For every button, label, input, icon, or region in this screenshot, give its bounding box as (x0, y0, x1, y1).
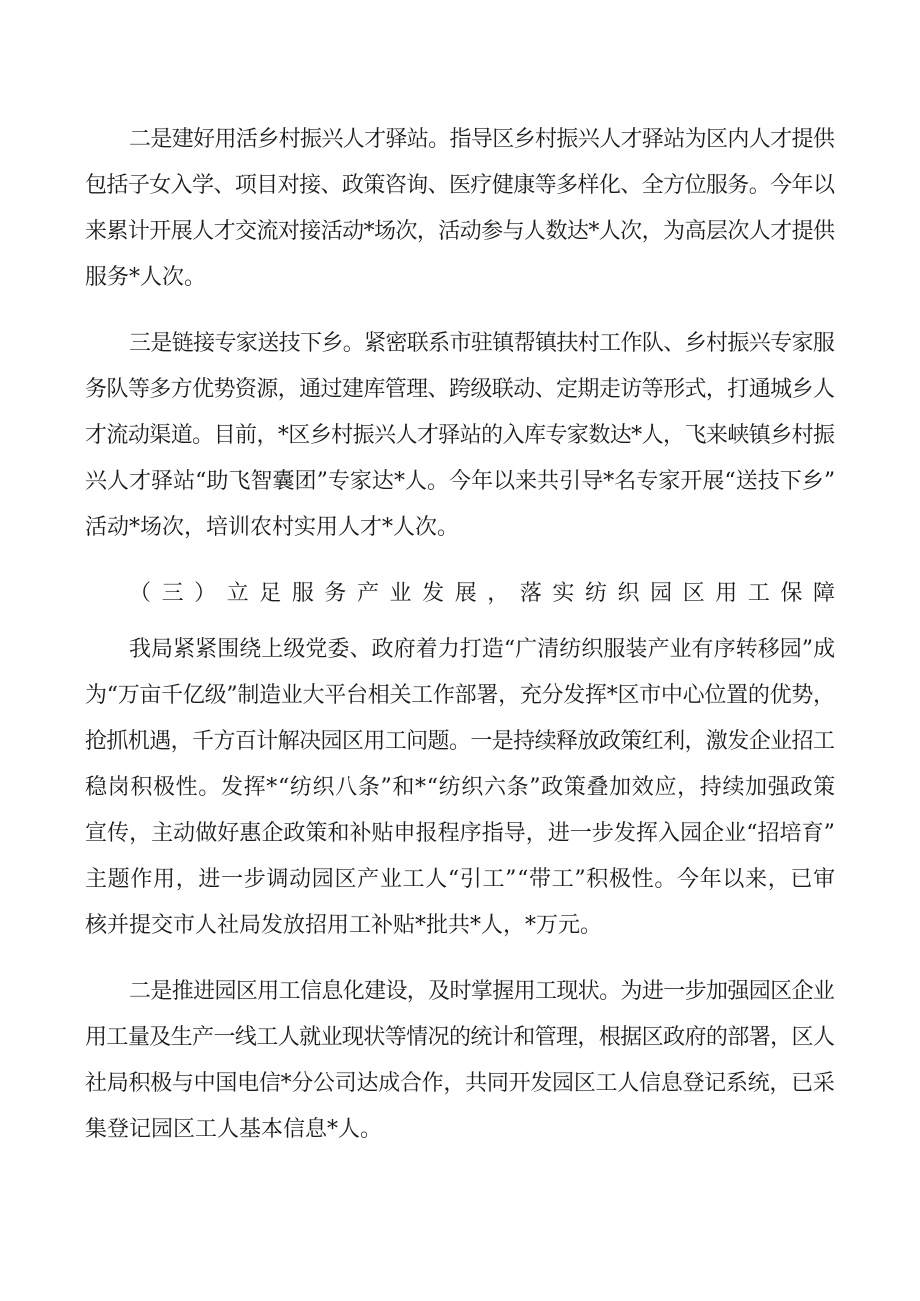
text-line: 三是链接专家送技下乡。紧密联系市驻镇帮镇扶村工作队、乡村振兴专家服 (129, 331, 835, 356)
text-line: 我局紧紧围绕上级党委、政府着力打造“广清纺织服装产业有序转移园”成 (129, 637, 836, 662)
text-line: 主题作用，进一步调动园区产业工人“引工”“带工”积极性。今年以来，已审 (85, 867, 836, 892)
paragraph-1-line-4 (0, 258, 920, 298)
paragraph-2-line-1 (0, 324, 920, 364)
paragraph-5-line-1 (0, 972, 920, 1012)
paragraph-5-line-2 (0, 1018, 920, 1058)
text-line: 用工量及生产一线工人就业现状等情况的统计和管理，根据区政府的部署，区人 (85, 1025, 835, 1050)
paragraph-2-line-2 (0, 370, 920, 410)
text-line: 包括子女入学、项目对接、政策咨询、医疗健康等多样化、全方位服务。今年以 (85, 173, 835, 198)
paragraph-4-line-2 (0, 676, 920, 716)
text-line: 才流动渠道。目前，*区乡村振兴人才驿站的入库专家数达*人，飞来峡镇乡村振 (85, 423, 835, 448)
paragraph-4-line-5 (0, 814, 920, 854)
paragraph-5-line-4 (0, 1110, 920, 1150)
paragraph-1-line-2 (0, 166, 920, 206)
text-line: 抢抓机遇，千方百计解决园区用工问题。一是持续释放政策红利，激发企业招工 (85, 729, 835, 754)
paragraph-5-line-3 (0, 1064, 920, 1104)
text-line: 二是建好用活乡村振兴人才驿站。指导区乡村振兴人才驿站为区内人才提供 (129, 127, 835, 152)
paragraph-2-line-5 (0, 508, 920, 548)
paragraph-4-line-7 (0, 906, 920, 946)
text-line: 服务*人次。 (85, 265, 207, 290)
text-line: 核并提交市人社局发放招用工补贴*批共*人，*万元。 (85, 913, 603, 938)
paragraph-1-line-3 (0, 212, 920, 252)
section-heading-text: （三）立足服务产业发展，落实纺织园区用工保障 (129, 581, 846, 606)
paragraph-4-line-6 (0, 860, 920, 900)
paragraph-2-line-3 (0, 416, 920, 456)
section-heading (0, 574, 920, 614)
text-line: 为“万亩千亿级”制造业大平台相关工作部署，充分发挥*区市中心位置的优势， (85, 683, 835, 708)
text-line: 活动*场次，培训农村实用人才*人次。 (85, 515, 460, 540)
text-line: 二是推进园区用工信息化建设，及时掌握用工现状。为进一步加强园区企业 (129, 979, 835, 1004)
text-line: 兴人才驿站“助飞智囊团”专家达*人。今年以来共引导*名专家开展“送技下乡” (85, 469, 836, 494)
paragraph-4-line-1 (0, 630, 920, 670)
text-line: 务队等多方优势资源，通过建库管理、跨级联动、定期走访等形式，打通城乡人 (85, 377, 835, 402)
paragraph-4-line-3 (0, 722, 920, 762)
text-line: 宣传，主动做好惠企政策和补贴申报程序指导，进一步发挥入园企业“招培育” (85, 821, 835, 846)
paragraph-1-line-1 (0, 120, 920, 160)
paragraph-2-line-4 (0, 462, 920, 502)
text-line: 社局积极与中国电信*分公司达成合作，共同开发园区工人信息登记系统，已采 (85, 1071, 835, 1096)
text-line: 集登记园区工人基本信息*人。 (85, 1117, 383, 1142)
text-line: 来累计开展人才交流对接活动*场次，活动参与人数达*人次，为高层次人才提供 (85, 219, 835, 244)
text-line: 稳岗积极性。发挥*“纺织八条”和*“纺织六条”政策叠加效应，持续加强政策 (85, 775, 836, 800)
paragraph-4-line-4 (0, 768, 920, 808)
